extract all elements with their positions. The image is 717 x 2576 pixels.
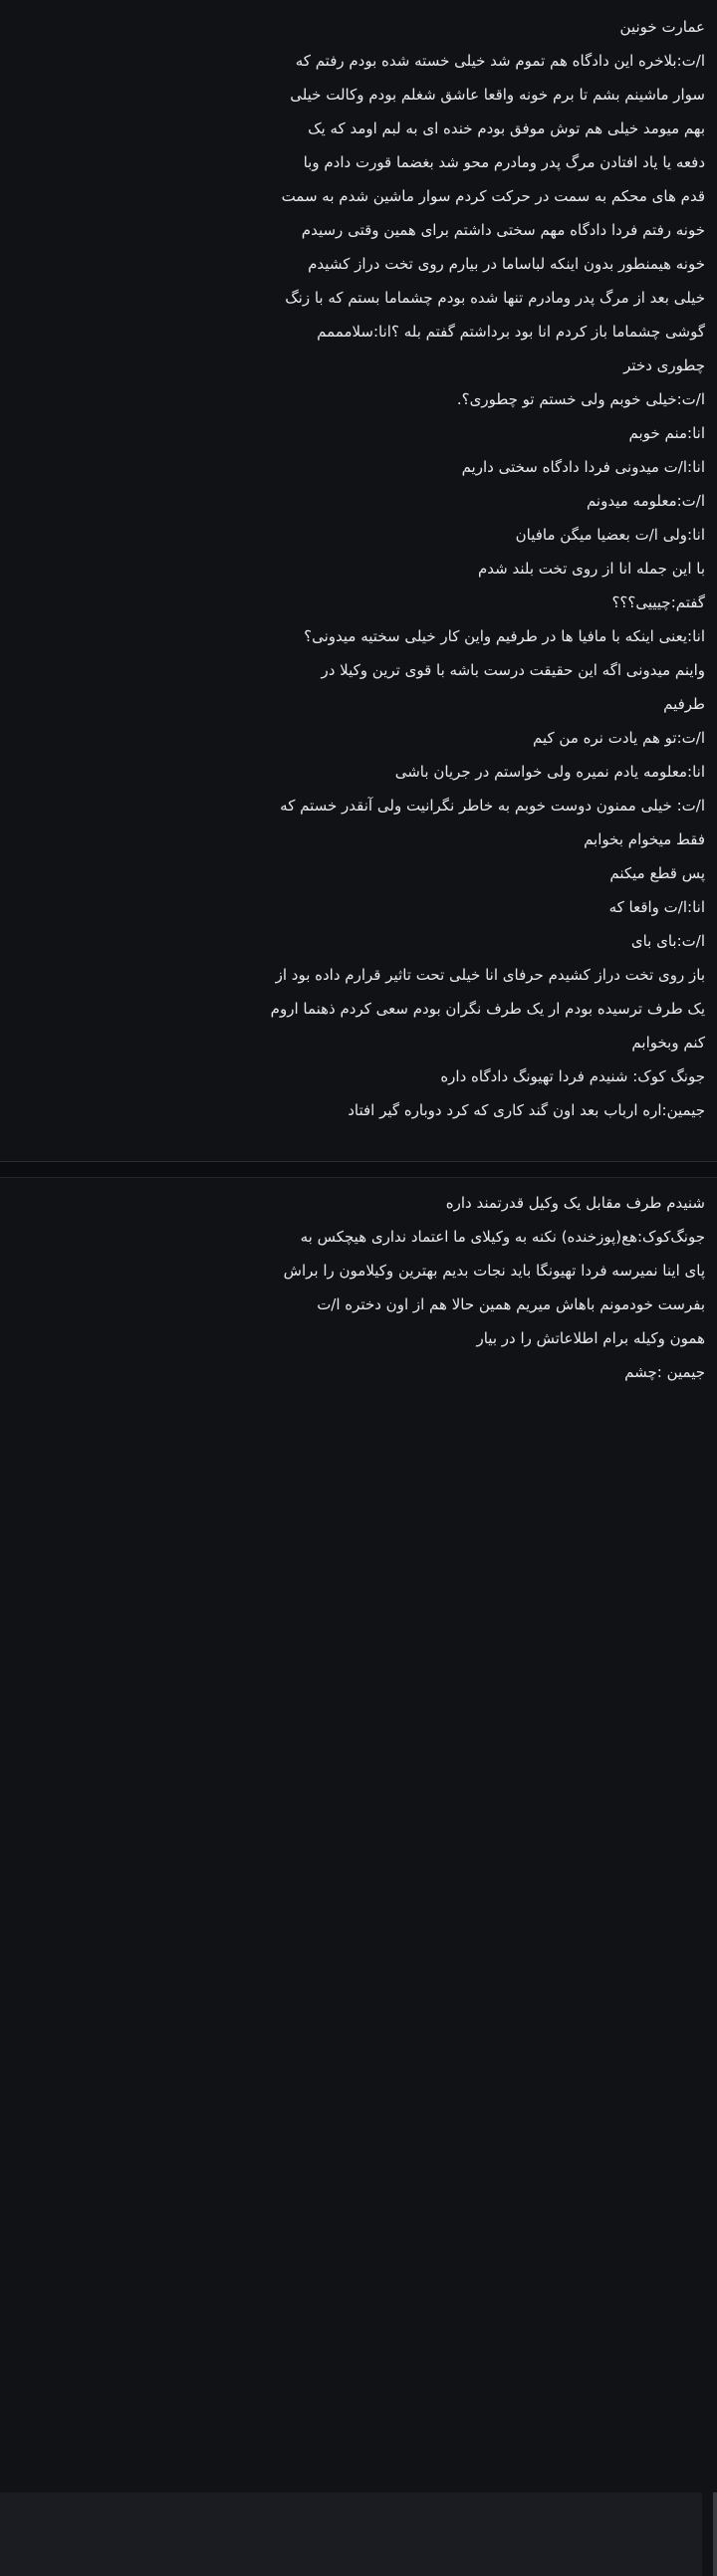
story-line: جیمین:اره ارباب بعد اون گند کاری که کرد دوباره گیر افتاد [348, 1101, 705, 1119]
story-text-top [0, 0, 717, 1161]
story-line: ا/ت:بای بای [630, 932, 705, 950]
story-line: خیلی بعد از مرگ پدر ومادرم تنها شده بودم چشماما بستم که با زنگ [285, 289, 705, 307]
story-line: واینم میدونی اگه این حقیقت درست باشه با قوی ترین وکیلا در [321, 661, 705, 679]
story-line: انا:ا/ت میدونی فردا دادگاه سختی داریم [461, 458, 705, 476]
story-line: انا:منم خوبم [628, 424, 705, 442]
story-line: گوشی چشماما باز کردم انا بود برداشتم گفتم بله ؟انا:سلامممم [317, 323, 705, 341]
story-line: ا/ت:تو هم یادت نره من کیم [532, 729, 705, 747]
story-text-bottom [0, 1177, 717, 1398]
story-line: بفرست خودمونم باهاش میریم همین حالا هم از اون دختره ا/ت [317, 1295, 705, 1313]
story-line: پس قطع میکنم [609, 864, 705, 882]
story-line: سوار ماشینم بشم تا برم خونه واقعا عاشق شغلم بودم وکالت خیلی [290, 86, 705, 104]
story-line: ا/ت:بلاخره این دادگاه هم تموم شد خیلی خسته شده بودم رفتم که [295, 52, 705, 70]
story-line: ا/ت:خیلی خوبم ولی خستم تو چطوری؟. [456, 390, 705, 408]
story-line: انا:یعنی اینکه با مافیا ها در طرفیم واین کار خیلی سختیه میدونی؟ [304, 627, 705, 645]
story-line: خونه هیمنطور بدون اینکه لباساما در بیارم روی تخت دراز کشیدم [308, 255, 705, 273]
story-line: یک طرف ترسیده بودم ار یک طرف نگران بودم سعی کردم ذهنما اروم [270, 1000, 705, 1018]
story-line: گفتم:چیییی؟؟؟ [611, 593, 705, 611]
story-line: بهم میومد خیلی هم توش موفق بودم خنده ای به لبم اومد که یک [308, 119, 705, 137]
story-line: دفعه یا یاد افتادن مرگ پدر ومادرم محو شد بغضما قورت دادم وبا [303, 153, 705, 171]
story-line: طرفیم [663, 695, 705, 713]
story-line: خونه رفتم فردا دادگاه مهم سختی داشتم برای همین وقتی رسیدم [301, 221, 705, 239]
story-line: باز روی تخت دراز کشیدم حرفای انا خیلی تحت تاثیر قرارم داده بود از [275, 966, 705, 984]
story-line: پای اینا نمیرسه فردا تهیونگا باید نجات بدیم بهترین وکیلامون را براش [283, 1262, 705, 1280]
story-line: انا:ولی ا/ت بعضیا میگن مافیان [515, 526, 705, 544]
story-line: فقط میخوام بخوابم [584, 830, 705, 848]
story-line: جونگ‌کوک:هع(پوزخنده) نکنه به وکیلای ما اعتماد نداری هیچکس به [300, 1228, 705, 1246]
selection-shade [0, 2492, 702, 2576]
story-line: همون وکیله برام اطلاعاتش را در بیار [476, 1329, 705, 1347]
story-line: کنم وبخوابم [631, 1034, 705, 1052]
story-line: ا/ت:معلومه میدونم [586, 492, 705, 510]
story-line: انا:معلومه یادم نمیره ولی خواستم در جریان باشی [394, 763, 705, 781]
story-line: شنیدم طرف مقابل یک وکیل قدرتمند داره [445, 1194, 705, 1212]
story-line: قدم های محکم به سمت در حرکت کردم سوار ماشین شدم به سمت [281, 187, 705, 205]
screenshot-seam [0, 1161, 717, 1178]
story-line: انا:ا/ت واقعا که [608, 898, 705, 916]
story-line: جونگ کوک: شنیدم فردا تهیونگ دادگاه داره [440, 1067, 705, 1085]
story-line: جیمین :چشم [624, 1363, 705, 1381]
story-line: چطوری دختر [623, 356, 705, 374]
scroll-indicator[interactable] [713, 2492, 717, 2576]
story-line: ا/ت: خیلی ممنون دوست خوبم به خاطر نگرانیت ولی آنقدر خستم که [280, 797, 705, 815]
story-line: عمارت خونین [619, 18, 705, 36]
story-line: با این جمله انا از روی تخت بلند شدم [477, 560, 705, 578]
